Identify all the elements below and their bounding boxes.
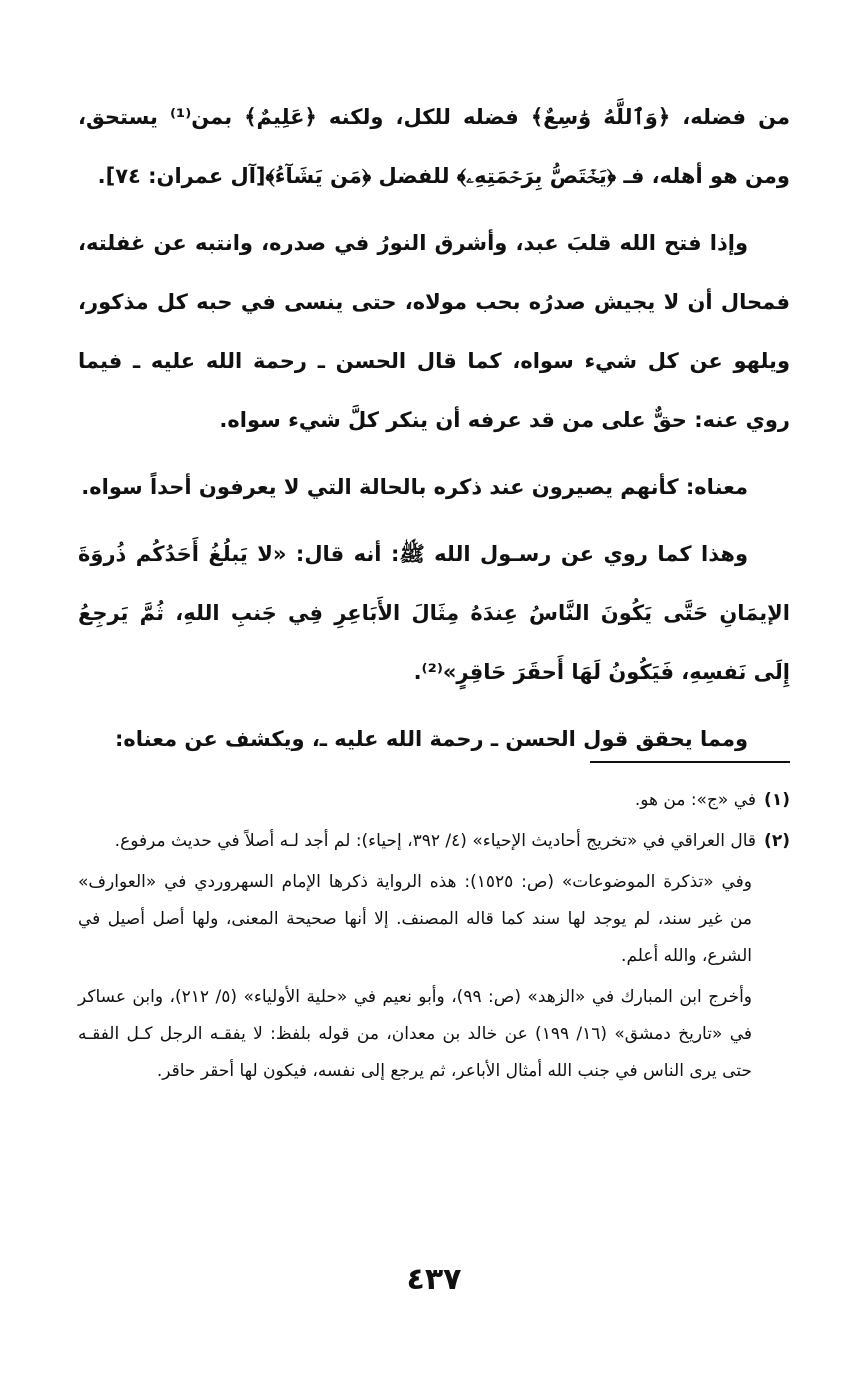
paragraph-closing: ومما يحقق قول الحسن ـ رحمة الله عليه ـ، ويكشف عن معناه:	[115, 727, 748, 751]
page-number: ٤٣٧	[406, 1262, 462, 1297]
paragraph-hadith: وهذا كما روي عن رسـول الله ﷺ: أنه قال: «لا يَبلُغُ أَحَدُكُم ذُروَةَ الإيمَانِ حَتَّى يَكُونَ النَّاسُ عِندَهُ مِثَالَ الأَبَاعِرِ فِي جَنبِ اللهِ، ثُمَّ يَرجِعُ إِلَى نَفسِهِ، فَيَكُونُ لَهَا أَحقَرَ حَاقِرٍ»⁽²⁾.	[78, 542, 790, 684]
paragraph-meaning: معناه: كأنهم يصيرون عند ذكره بالحالة التي لا يعرفون أحداً سواه.	[81, 475, 748, 499]
footnote-2	[78, 823, 790, 860]
footnote-separator	[590, 761, 790, 763]
footnote-text: قال العراقي في «تخريج أحاديث الإحياء» (٤/ ٣٩٢، إحياء): لم أجد لـه أصلاً في حديث مرفوع.	[114, 831, 757, 851]
footnote-text: في «ج»: من هو.	[634, 790, 757, 810]
main-text	[78, 88, 790, 769]
footnote-2-paragraph: وأخرج ابن المبارك في «الزهد» (ص: ٩٩)، وأبو نعيم في «حلية الأولياء» (٥/ ٢١٢)، وابن عساكر في «تاريخ دمشق» (١٦/ ١٩٩) عن خالد بن معدان، من قوله بلفظ: لا يفقـه الرجل كـل الفقـه حتى يرى الناس في جنب الله أمثال الأباعر، ثم يرجع إلى نفسه، فيكون لها أحقر حاقر.	[78, 987, 753, 1081]
footnote-1	[78, 782, 790, 819]
paragraph-opening-heart: وإذا فتح الله قلبَ عبد، وأشرق النورُ في صدره، وانتبه عن غفلته، فمحال أن لا يجيش صدرُه بحب مولاه، حتى ينسى في حبه كل مذكور، ويلهو عن كل شيء سواه، كما قال الحسن ـ رحمة الله عليه ـ فيما روي عنه: حقٌّ على من قد عرفه أن ينكر كلَّ شيء سواه.	[78, 231, 790, 432]
footnote-2-paragraph: وفي «تذكرة الموضوعات» (ص: ١٥٢٥): هذه الرواية ذكرها الإمام السهروردي في «العوارف» من غير سند، لم يوجد لها سند كما قاله المصنف. إلا أنها صحيحة المعنى، ولها أصل أصيل في الشرع، والله أعلم.	[78, 872, 752, 966]
footnotes	[78, 782, 790, 1090]
footnote-marker: (١)	[764, 790, 790, 810]
paragraph-grace-verse: من فضله، ﴿وَٱللَّهُ وَٰسِعٌ﴾ فضله للكل، ولكنه ﴿عَلِيمٌ﴾ بمن⁽¹⁾ يستحق، ومن هو أهله، فـ ﴿يَخۡتَصُّ بِرَحۡمَتِهِۦ﴾ للفضل ﴿مَن يَشَآءُ﴾[آل عمران: ٧٤].	[78, 105, 791, 188]
footnote-marker: (٢)	[764, 831, 790, 851]
